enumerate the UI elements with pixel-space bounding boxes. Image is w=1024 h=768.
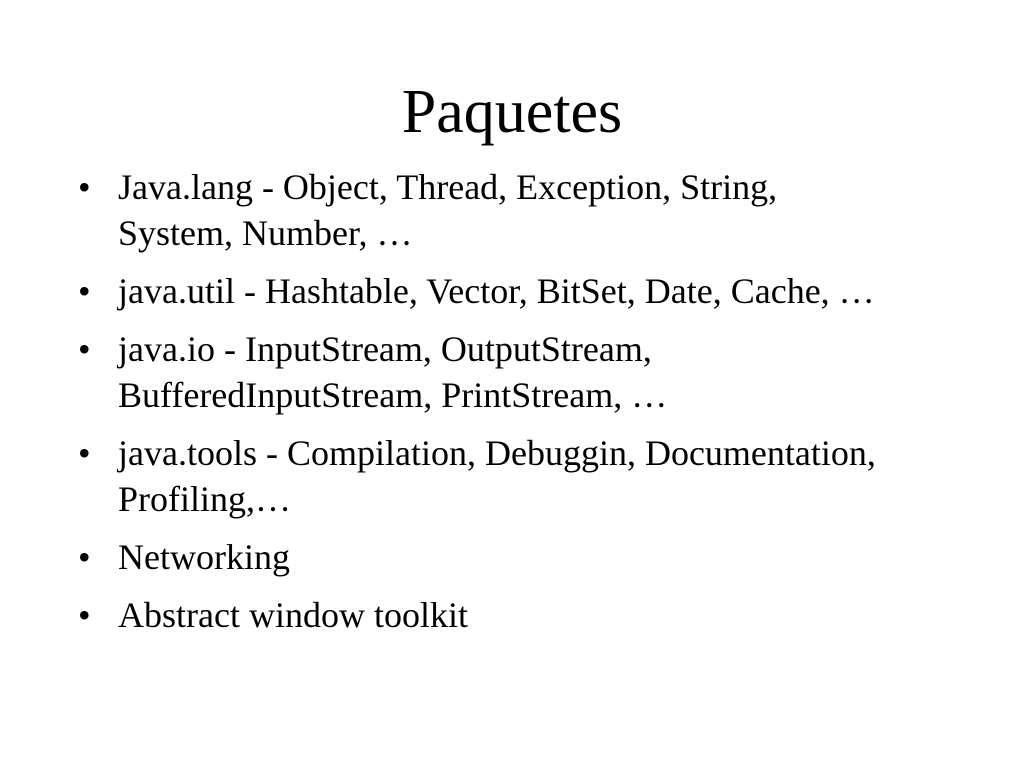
bullet-text: java.util - Hashtable, Vector, BitSet, Date, Cache, …: [118, 271, 875, 311]
bullet-icon: •: [78, 537, 91, 577]
bullet-icon: •: [78, 167, 91, 207]
bullet-icon: •: [78, 595, 91, 635]
bullet-icon: •: [78, 433, 91, 473]
bullet-item-java-io: [78, 326, 978, 418]
bullet-item-java-util: [78, 268, 978, 314]
slide-title: Paquetes: [401, 78, 623, 146]
bullet-item-java-tools: [78, 430, 978, 522]
bullet-text: Networking: [118, 537, 290, 577]
bullet-item-java-lang: [78, 164, 978, 256]
bullet-item-awt: [78, 592, 978, 638]
bullet-text: Abstract window toolkit: [118, 595, 468, 635]
bullet-item-networking: [78, 534, 978, 580]
bullet-text: Java.lang - Object, Thread, Exception, String, System, Number, …: [118, 167, 778, 253]
bullet-list: [78, 164, 978, 650]
bullet-text: java.tools - Compilation, Debuggin, Documentation, Profiling,…: [118, 433, 876, 519]
bullet-text: java.io - InputStream, OutputStream, BufferedInputStream, PrintStream, …: [118, 329, 668, 415]
bullet-icon: •: [78, 329, 91, 369]
bullet-icon: •: [78, 271, 91, 311]
